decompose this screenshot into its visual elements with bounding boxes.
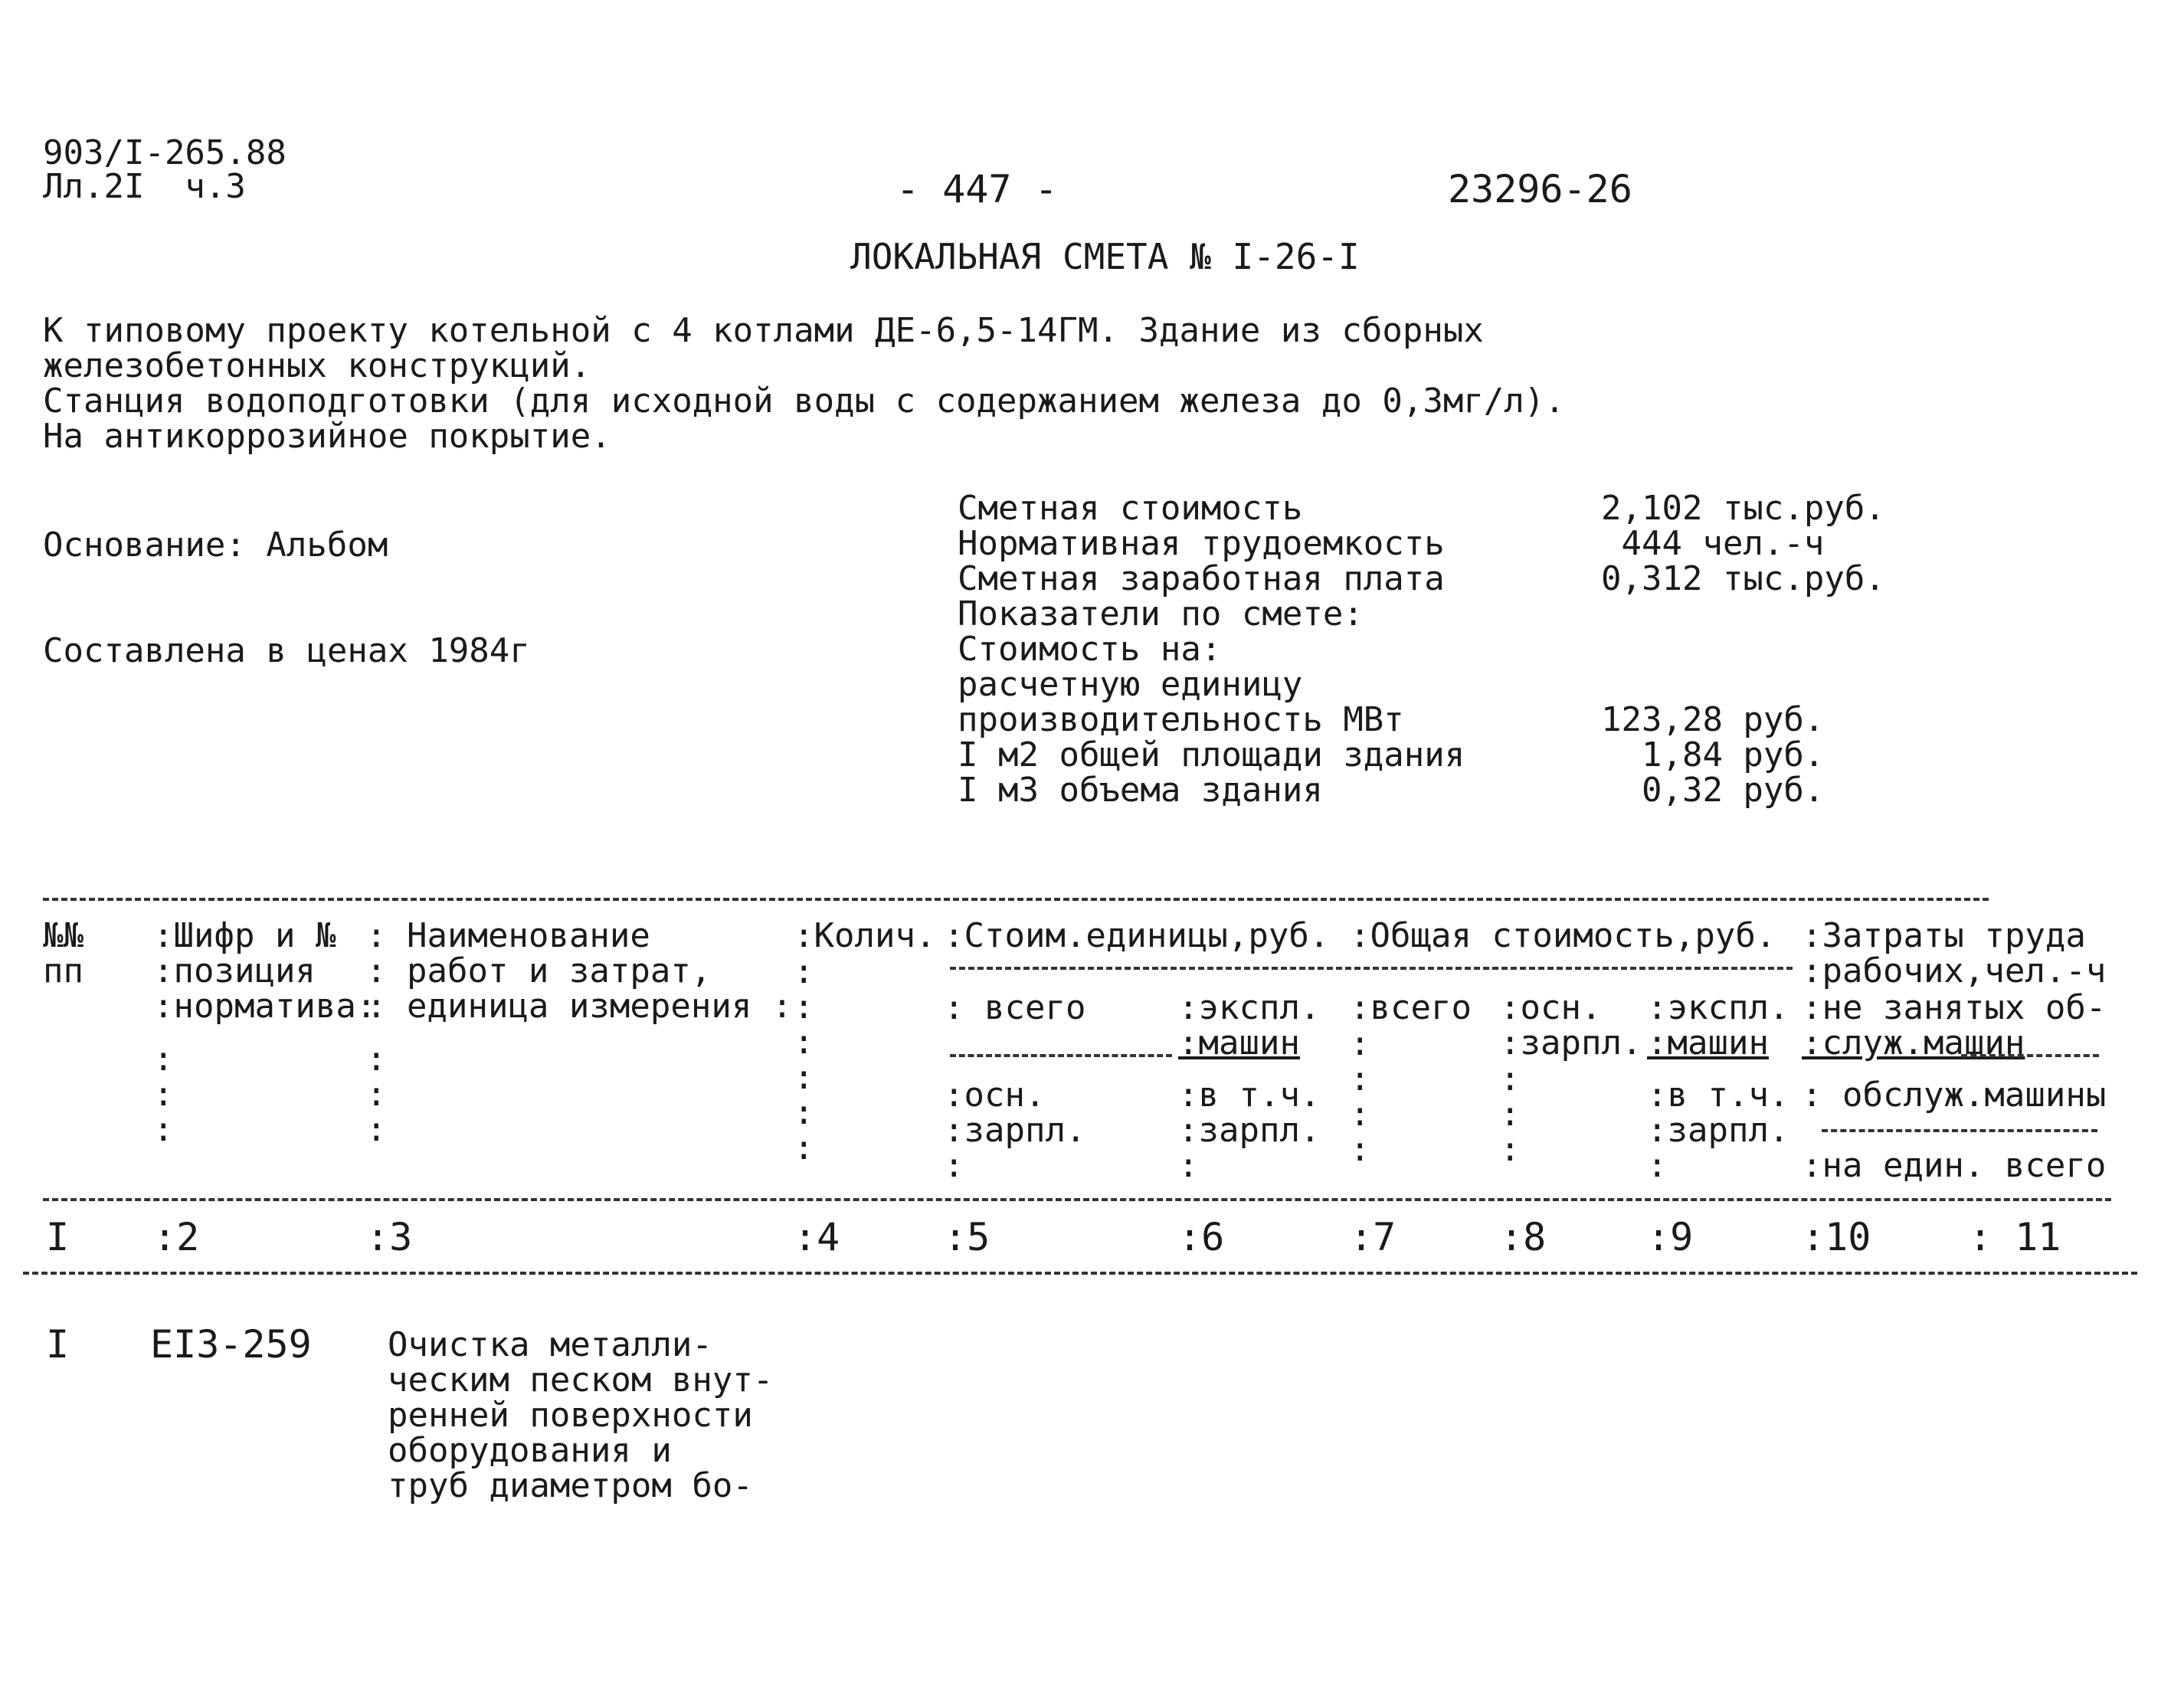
header-c5a: : всего <box>944 988 1086 1027</box>
col-separators: : : : : <box>1350 1024 1370 1169</box>
archive-number: 23296-26 <box>1448 167 1632 211</box>
header-col7-top: :Общая стоимость,руб. <box>1350 916 1776 955</box>
header-mid-rule-right <box>1961 1054 2099 1057</box>
table-top-rule <box>43 898 1989 901</box>
description-line-2: железобетонных конструкций. <box>43 346 591 385</box>
column-number: I <box>46 1215 70 1259</box>
basis: Основание: Альбом <box>43 526 388 565</box>
indicator-label: Сметная заработная плата <box>958 559 1445 598</box>
indicator-value: 1,84 руб. <box>1601 735 1825 774</box>
description-line-3: Станция водоподготовки (для исходной воды с содержанием железа до 0,3мг/л). <box>43 381 1565 421</box>
header-c10b: :служ.машин <box>1802 1023 2025 1063</box>
header-c9b: :машин <box>1647 1023 1769 1063</box>
column-number: :6 <box>1178 1215 1225 1259</box>
header-c7a: :всего <box>1350 988 1472 1027</box>
row-number: I <box>46 1322 70 1367</box>
indicator-value: 444 чел.-ч <box>1601 524 1825 563</box>
indicator-label: I м2 общей площади здания <box>958 735 1465 774</box>
header-c6c: :в т.ч. <box>1178 1076 1321 1115</box>
sheet-label: Лл.2I ч.3 <box>43 167 246 206</box>
header-col2: :норматива: <box>153 987 377 1026</box>
col-separators: : <box>1178 1146 1199 1185</box>
indicator-label: Сметная стоимость <box>958 489 1303 528</box>
column-number: :8 <box>1500 1215 1547 1259</box>
header-col3: : единица измерения : <box>366 987 793 1026</box>
header-c8b: :зарпл. <box>1500 1023 1642 1063</box>
header-col2: :позиция <box>153 951 316 990</box>
row-code: EI3-259 <box>150 1322 312 1367</box>
header-c5d: :зарпл. <box>944 1111 1086 1150</box>
header-c9d: :зарпл. <box>1647 1111 1789 1150</box>
row-name-line: Очистка металли- <box>388 1325 712 1364</box>
indicator-value: 0,312 тыс.руб. <box>1601 559 1885 598</box>
header-col1: №№ <box>43 916 83 955</box>
header-mid-rule <box>950 1054 1172 1057</box>
table-header-end-rule <box>23 1272 2137 1275</box>
indicator-label: производительность МВт <box>958 700 1404 739</box>
row-name-line: оборудования и <box>388 1431 672 1470</box>
description-line-4: На антикоррозийное покрытие. <box>43 417 611 456</box>
header-c6a: :экспл. <box>1178 988 1321 1027</box>
page-number: - 447 - <box>896 167 1058 211</box>
column-number: :4 <box>794 1215 840 1259</box>
header-sub-rule <box>950 967 1793 970</box>
row-name-line: ренней поверхности <box>388 1396 753 1435</box>
column-number: : 11 <box>1969 1215 2061 1259</box>
header-c6b: :машин <box>1178 1023 1300 1063</box>
col-separators: : : : : : : <box>794 952 814 1167</box>
header-c9a: :экспл. <box>1647 988 1789 1027</box>
header-c10d: :на един. всего <box>1802 1146 2107 1185</box>
indicator-label: Нормативная трудоемкость <box>958 524 1445 563</box>
header-col4: :Колич. <box>794 916 936 955</box>
header-c8a: :осн. <box>1500 988 1602 1027</box>
header-c9c: :в т.ч. <box>1647 1076 1789 1115</box>
header-bottom-rule <box>43 1198 2111 1201</box>
column-number: :7 <box>1350 1215 1397 1259</box>
row-name-line: труб диаметром бо- <box>388 1466 753 1505</box>
column-number: :10 <box>1802 1215 1871 1259</box>
document-code: 903/I-265.88 <box>43 133 287 172</box>
col-separators: : <box>1647 1146 1668 1185</box>
page-title: ЛОКАЛЬНАЯ СМЕТА № I-26-I <box>850 236 1360 277</box>
col-separators: : <box>944 1146 964 1185</box>
indicator-value: 123,28 руб. <box>1601 700 1825 739</box>
header-c5c: :осн. <box>944 1076 1046 1115</box>
description-line-1: К типовому проекту котельной с 4 котлами ДЕ-6,5-14ГМ. Здание из сборных <box>43 311 1484 350</box>
header-col2: :Шифр и № <box>153 916 336 955</box>
header-c10a: :не занятых об- <box>1802 988 2107 1027</box>
header-col10-top: :Затраты труда <box>1802 916 2086 955</box>
column-number: :5 <box>944 1215 990 1259</box>
header-c6d: :зарпл. <box>1178 1111 1321 1150</box>
header-col3: : Наименование <box>366 916 650 955</box>
col-separators: : : : <box>1500 1059 1521 1169</box>
indicator-label: Показатели по смете: <box>958 594 1364 634</box>
indicator-value: 0,32 руб. <box>1601 771 1825 810</box>
header-c10c: : обслуж.машины <box>1802 1076 2107 1115</box>
indicator-label: расчетную единицу <box>958 665 1303 704</box>
header-col3: : работ и затрат, <box>366 951 712 990</box>
prices-year: Составлена в ценах 1984г <box>43 631 530 670</box>
column-number: :3 <box>366 1215 413 1259</box>
header-col10-sub: :рабочих,чел.-ч <box>1802 951 2107 990</box>
column-number: :9 <box>1647 1215 1694 1259</box>
indicator-label: I м3 объема здания <box>958 771 1323 810</box>
col-separators: : : : <box>366 1040 387 1149</box>
column-number: :2 <box>153 1215 200 1259</box>
header-col1: пп <box>43 951 83 990</box>
indicator-value: 2,102 тыс.руб. <box>1601 489 1885 528</box>
header-c10-rule <box>1822 1129 2097 1132</box>
header-col5-top: :Стоим.единицы,руб. <box>944 916 1330 955</box>
indicator-label: Стоимость на: <box>958 630 1222 669</box>
col-separators: : : : <box>153 1040 174 1149</box>
row-name-line: ческим песком внут- <box>388 1360 774 1400</box>
